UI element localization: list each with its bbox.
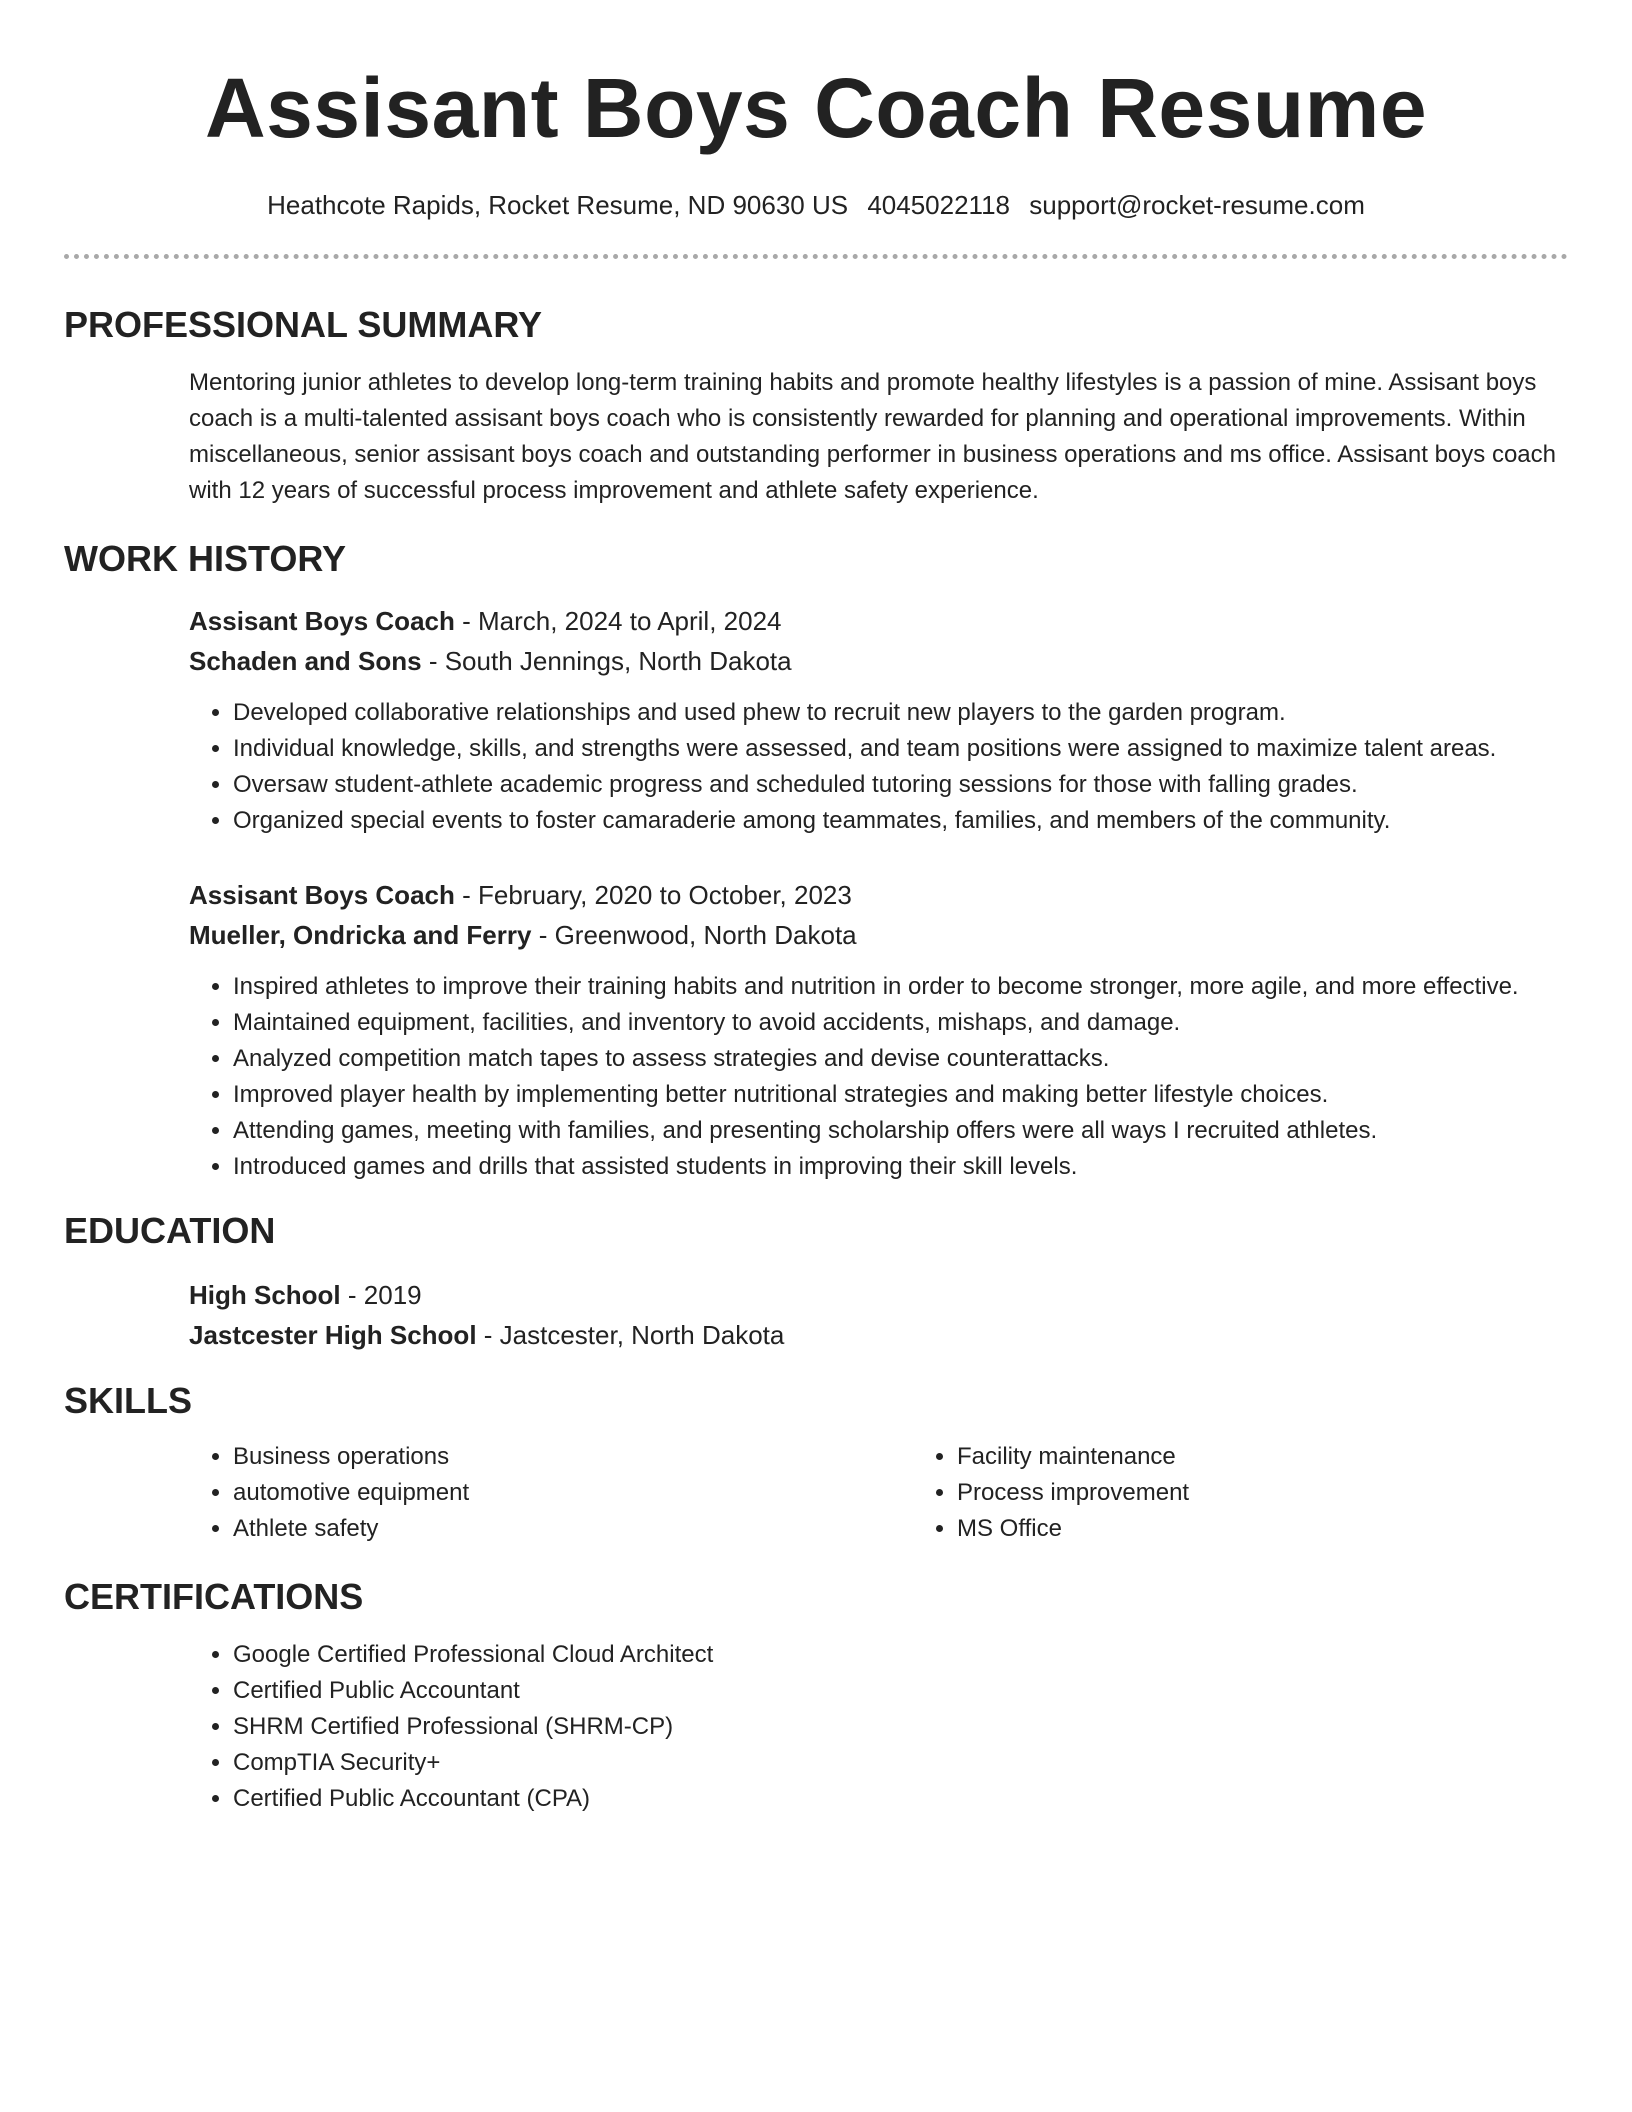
education-degree-line bbox=[189, 1275, 1568, 1315]
education-year: - 2019 bbox=[340, 1280, 422, 1310]
summary-text: Mentoring junior athletes to develop long-term training habits and promote healthy lifestyles is a passion of mine. Assisant boys coach is a multi-talented assisant boys coach who is consistently rewarded for planning and operational improvements. Within miscellaneous, senior assisant boys coach and outstanding performer in business operations and ms office. Assisant boys coach with 12 years of successful process improvement and athlete safety experience. bbox=[189, 369, 1556, 504]
list-item: • Introduced games and drills that assisted students in improving their skill levels. bbox=[233, 1149, 1568, 1185]
skills-column-left bbox=[189, 1439, 913, 1547]
list-item: • MS Office bbox=[957, 1511, 1632, 1547]
contact-line bbox=[64, 188, 1568, 222]
contact-email: support@rocket-resume.com bbox=[1029, 190, 1365, 220]
job-entry bbox=[189, 601, 1568, 839]
work-history-list bbox=[189, 601, 1568, 1185]
list-item: • automotive equipment bbox=[233, 1475, 913, 1511]
certifications-list bbox=[189, 1637, 1568, 1817]
job-dates: - March, 2024 to April, 2024 bbox=[454, 606, 782, 636]
list-item: • Inspired athletes to improve their training habits and nutrition in order to become stronger, more agile, and more effective. bbox=[233, 969, 1568, 1005]
job-duties bbox=[189, 969, 1568, 1185]
contact-phone: 4045022118 bbox=[867, 190, 1010, 220]
education-degree: High School bbox=[189, 1280, 341, 1310]
job-duties bbox=[189, 695, 1568, 839]
list-item: • Athlete safety bbox=[233, 1511, 913, 1547]
list-item: • Oversaw student-athlete academic progress and scheduled tutoring sessions for those with falling grades. bbox=[233, 767, 1568, 803]
job-title: Assisant Boys Coach bbox=[189, 880, 455, 910]
job-company: Mueller, Ondricka and Ferry bbox=[189, 920, 532, 950]
skills-grid bbox=[189, 1439, 1568, 1547]
header-divider bbox=[64, 254, 1568, 259]
work-history-heading: WORK HISTORY bbox=[64, 538, 347, 579]
certifications-heading: CERTIFICATIONS bbox=[64, 1576, 364, 1617]
list-item: • Organized special events to foster camaraderie among teammates, families, and members of the community. bbox=[233, 803, 1568, 839]
list-item: • Developed collaborative relationships and used phew to recruit new players to the garden program. bbox=[233, 695, 1568, 731]
list-item: • SHRM Certified Professional (SHRM-CP) bbox=[233, 1709, 1568, 1745]
education-location: - Jastcester, North Dakota bbox=[476, 1320, 785, 1350]
job-title-line bbox=[189, 601, 1568, 641]
list-item: • Certified Public Accountant (CPA) bbox=[233, 1781, 1568, 1817]
list-item: • Process improvement bbox=[957, 1475, 1632, 1511]
list-item: • Google Certified Professional Cloud Architect bbox=[233, 1637, 1568, 1673]
skills-column-right bbox=[913, 1439, 1632, 1547]
job-location: - South Jennings, North Dakota bbox=[421, 646, 792, 676]
education-heading: EDUCATION bbox=[64, 1210, 276, 1251]
job-title-line bbox=[189, 875, 1568, 915]
job-entry bbox=[189, 875, 1568, 1185]
list-item: • Analyzed competition match tapes to assess strategies and devise counterattacks. bbox=[233, 1041, 1568, 1077]
list-item: • Business operations bbox=[233, 1439, 913, 1475]
job-title: Assisant Boys Coach bbox=[189, 606, 455, 636]
education-entry bbox=[189, 1275, 1568, 1355]
job-location: - Greenwood, North Dakota bbox=[531, 920, 857, 950]
job-dates: - February, 2020 to October, 2023 bbox=[454, 880, 852, 910]
list-item: • CompTIA Security+ bbox=[233, 1745, 1568, 1781]
education-school: Jastcester High School bbox=[189, 1320, 477, 1350]
education-school-line bbox=[189, 1315, 1568, 1355]
list-item: • Maintained equipment, facilities, and inventory to avoid accidents, mishaps, and damage. bbox=[233, 1005, 1568, 1041]
certifications-items bbox=[189, 1637, 1568, 1817]
skills-heading: SKILLS bbox=[64, 1380, 193, 1421]
list-item: • Attending games, meeting with families, and presenting scholarship offers were all ways I recruited athletes. bbox=[233, 1113, 1568, 1149]
contact-address: Heathcote Rapids, Rocket Resume, ND 90630 US bbox=[267, 190, 849, 220]
list-item: • Individual knowledge, skills, and strengths were assessed, and team positions were assigned to maximize talent areas. bbox=[233, 731, 1568, 767]
list-item: • Improved player health by implementing better nutritional strategies and making better lifestyle choices. bbox=[233, 1077, 1568, 1113]
resume-title: Assisant Boys Coach Resume bbox=[204, 61, 1428, 155]
list-item: • Certified Public Accountant bbox=[233, 1673, 1568, 1709]
summary-heading: PROFESSIONAL SUMMARY bbox=[64, 304, 543, 345]
list-item: • Facility maintenance bbox=[957, 1439, 1632, 1475]
job-company-line bbox=[189, 641, 1568, 681]
job-company: Schaden and Sons bbox=[189, 646, 422, 676]
job-company-line bbox=[189, 915, 1568, 955]
